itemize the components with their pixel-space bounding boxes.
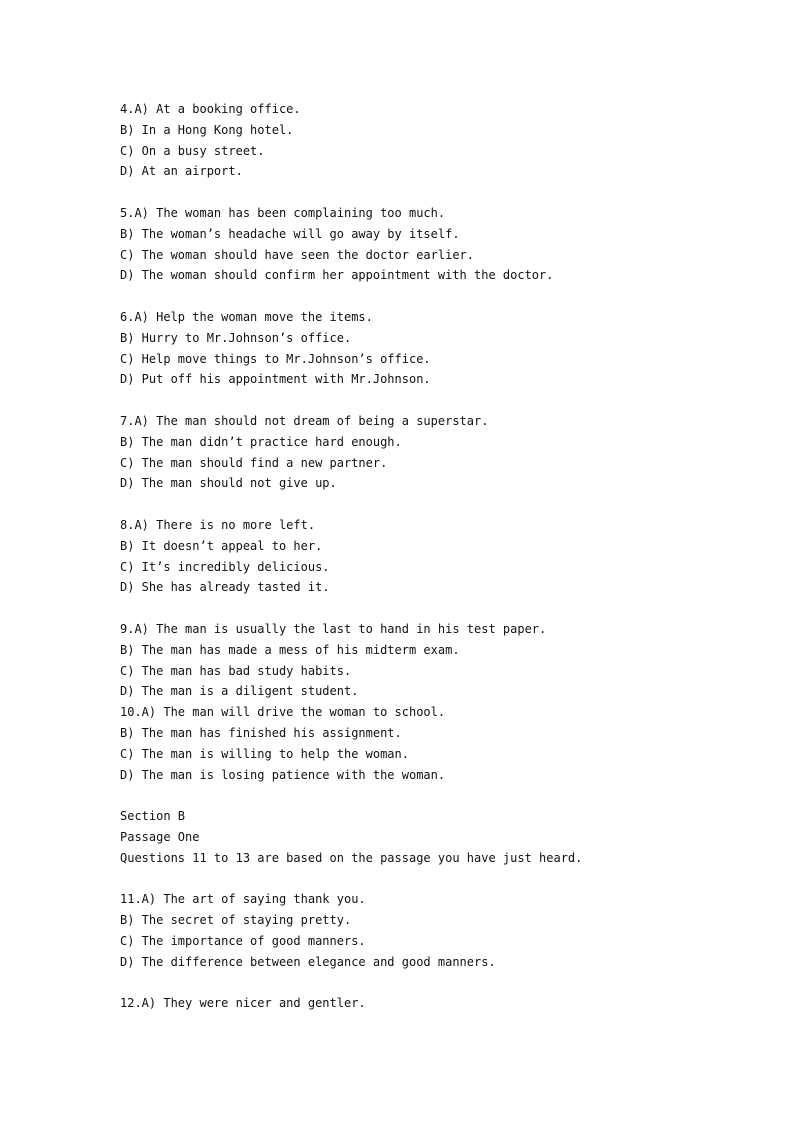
option-a: 12.A) They were nicer and gentler. <box>120 996 366 1011</box>
option-a: 5.A) The woman has been complaining too much. <box>120 205 446 220</box>
option-b: B) The man didn’t practice hard enough. <box>120 434 402 449</box>
option-d: D) The woman should confirm her appointment with the doctor. <box>120 268 554 283</box>
option-b: B) The man has made a mess of his midterm exam. <box>120 642 460 657</box>
question-10 <box>120 702 760 785</box>
option-b: B) The man has finished his assignment. <box>120 725 402 740</box>
question-4 <box>120 99 760 182</box>
option-d: D) The man is a diligent student. <box>120 684 359 699</box>
option-a: 8.A) There is no more left. <box>120 517 316 532</box>
section-title: Section B <box>120 809 186 824</box>
question-11 <box>120 889 760 972</box>
option-d: D) The man should not give up. <box>120 476 337 491</box>
option-d: D) She has already tasted it. <box>120 580 330 595</box>
option-b: B) It doesn’t appeal to her. <box>120 538 323 553</box>
option-d: D) The man is losing patience with the woman. <box>120 767 446 782</box>
option-b: B) In a Hong Kong hotel. <box>120 122 294 137</box>
option-c: C) The importance of good manners. <box>120 933 366 948</box>
question-8 <box>120 515 760 598</box>
question-7 <box>120 411 760 494</box>
option-c: C) On a busy street. <box>120 143 265 158</box>
section-b <box>120 806 760 868</box>
question-6 <box>120 307 760 390</box>
option-a: 11.A) The art of saying thank you. <box>120 892 366 907</box>
option-b: B) The woman’s headache will go away by itself. <box>120 226 460 241</box>
option-a: 6.A) Help the woman move the items. <box>120 309 373 324</box>
option-c: C) The woman should have seen the doctor earlier. <box>120 247 475 262</box>
section-instruction: Questions 11 to 13 are based on the passage you have just heard. <box>120 850 583 865</box>
passage-title: Passage One <box>120 829 200 844</box>
question-12 <box>120 993 760 1014</box>
option-a: 10.A) The man will drive the woman to school. <box>120 705 446 720</box>
option-d: D) Put off his appointment with Mr.Johnson. <box>120 372 431 387</box>
document-page <box>120 99 760 1014</box>
option-c: C) Help move things to Mr.Johnson’s office. <box>120 351 431 366</box>
option-a: 7.A) The man should not dream of being a superstar. <box>120 413 489 428</box>
question-5 <box>120 203 760 286</box>
option-c: C) It’s incredibly delicious. <box>120 559 330 574</box>
option-d: D) At an airport. <box>120 164 243 179</box>
option-c: C) The man has bad study habits. <box>120 663 352 678</box>
option-d: D) The difference between elegance and good manners. <box>120 954 496 969</box>
question-9 <box>120 619 760 702</box>
option-b: B) The secret of staying pretty. <box>120 913 352 928</box>
option-a: 4.A) At a booking office. <box>120 102 301 116</box>
option-c: C) The man is willing to help the woman. <box>120 746 409 761</box>
option-b: B) Hurry to Mr.Johnson’s office. <box>120 330 352 345</box>
option-a: 9.A) The man is usually the last to hand in his test paper. <box>120 621 547 636</box>
option-c: C) The man should find a new partner. <box>120 455 388 470</box>
